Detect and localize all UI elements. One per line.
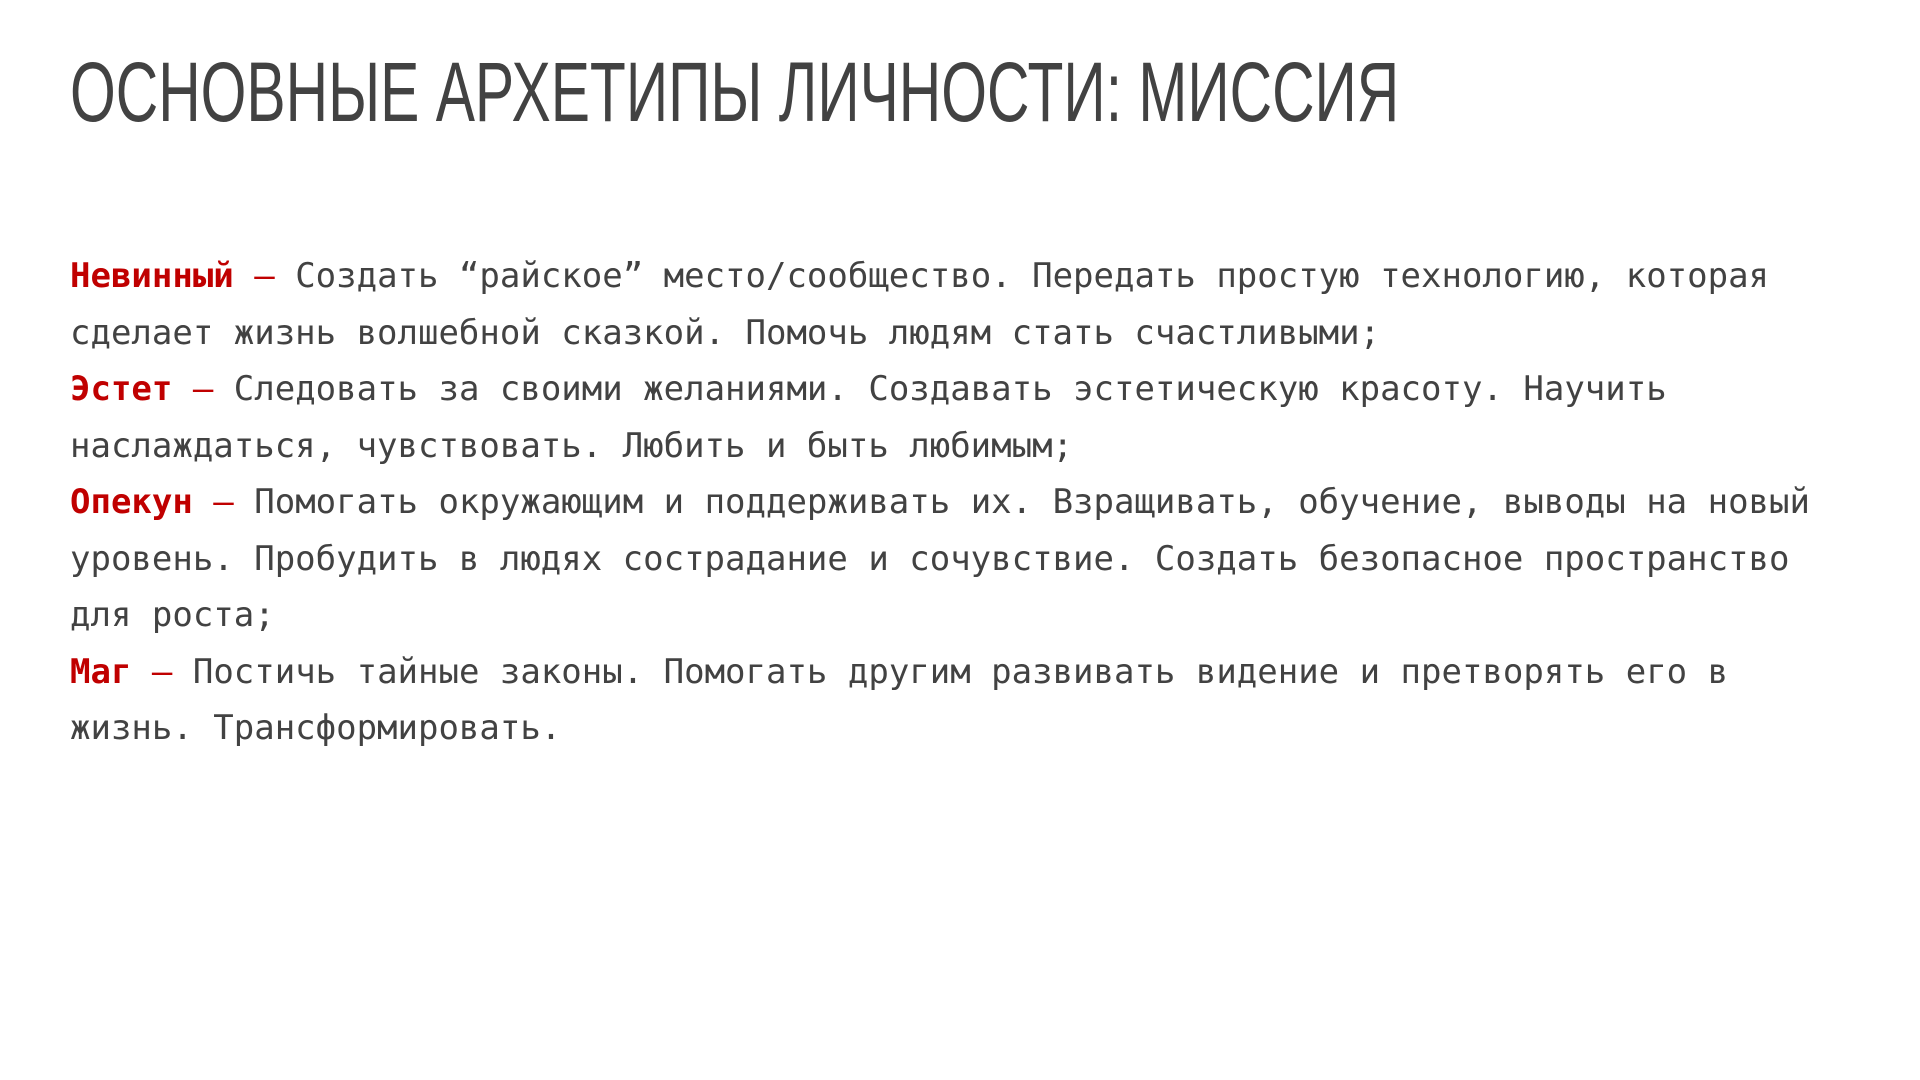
archetype-term: Эстет	[70, 369, 173, 409]
slide-title: ОСНОВНЫЕ АРХЕТИПЫ ЛИЧНОСТИ: МИССИЯ	[70, 45, 1400, 139]
archetype-entry-magician	[70, 644, 1870, 757]
archetype-separator: –	[192, 482, 255, 522]
archetype-separator: –	[131, 651, 193, 692]
archetype-entry-innocent	[70, 248, 1870, 361]
archetype-separator: –	[233, 256, 296, 296]
archetype-entry-aesthete	[70, 361, 1870, 474]
archetype-term: Маг	[70, 651, 132, 692]
archetype-list	[70, 248, 1870, 757]
archetype-description: Следовать за своими желаниями. Создавать эстетическую красоту. Научить наслаждаться, чувствовать. Любить и быть любимым;	[70, 369, 1667, 466]
archetype-separator: –	[172, 369, 234, 409]
archetype-description: Постичь тайные законы. Помогать другим развивать видение и претворять его в жизнь. Трансформировать.	[70, 651, 1729, 748]
archetype-entry-caregiver	[70, 474, 1870, 644]
archetype-description: Создать “райское” место/сообщество. Передать простую технологию, которая сделает жизнь волшебной сказкой. Помочь людям стать счастливыми;	[70, 256, 1770, 353]
archetype-term: Невинный	[70, 256, 234, 296]
archetype-term: Опекун	[70, 482, 193, 522]
archetype-description: Помогать окружающим и поддерживать их. Взращивать, обучение, выводы на новый уровень. Пробудить в людях сострадание и сочувствие. Создать безопасное пространство для роста;	[70, 482, 1810, 635]
